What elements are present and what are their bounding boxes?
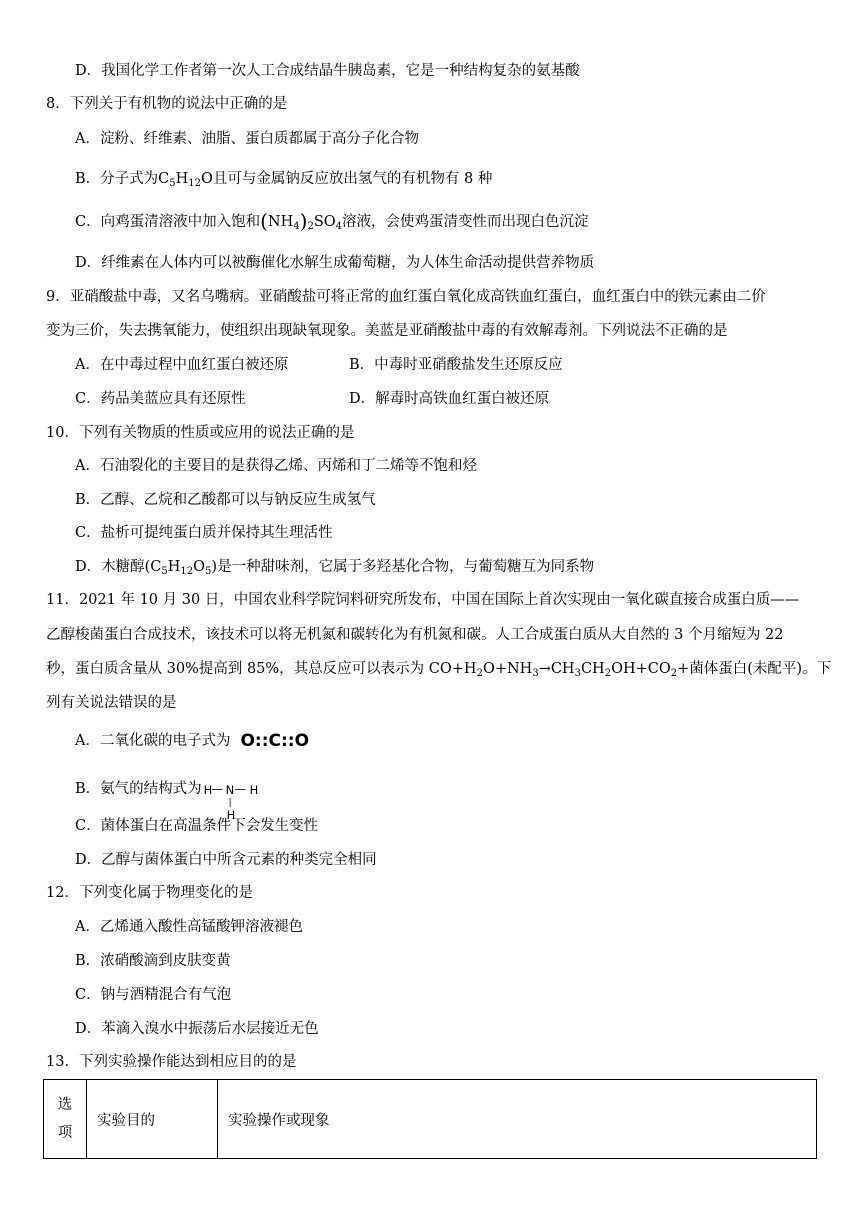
q11-stem-line4: 列有关说法错误的是 — [46, 695, 177, 711]
q8-stem: 8．下列关于有机物的说法中正确的是 — [46, 96, 288, 112]
q11-option-d: D．乙醇与菌体蛋白中所含元素的种类完全相同 — [75, 852, 377, 868]
q12-option-c: C．钠与酒精混合有气泡 — [75, 987, 232, 1003]
q10-option-c: C．盐析可提纯蛋白质并保持其生理活性 — [75, 525, 333, 541]
q11-stem-line2: 乙醇梭菌蛋白合成技术，该技术可以将无机氮和碳转化为有机氮和碳。人工合成蛋白质从大自然的 3 个月缩短为 22 — [46, 627, 784, 643]
nh3-structural-formula: H — N — H | H — [203, 782, 259, 822]
q8-b-post: 且可与金属钠反应放出氢气的有机物有 8 种 — [212, 171, 493, 187]
q12-option-d: D．苯滴入溴水中振荡后水层接近无色 — [75, 1021, 319, 1037]
header-purpose: 实验目的 — [87, 1080, 218, 1159]
q8-b-pre: B．分子式为 — [75, 171, 159, 187]
q12-stem: 12．下列变化属于物理变化的是 — [46, 885, 253, 901]
q10-stem: 10．下列有关物质的性质或应用的说法正确的是 — [46, 425, 355, 441]
q13-table — [43, 1079, 817, 1159]
q9-option-b: B．中毒时亚硝酸盐发生还原反应 — [349, 357, 563, 373]
q9-option-a: A．在中毒过程中血红蛋白被还原 — [75, 357, 289, 373]
q11-option-a: A．二氧化碳的电子式为 O::C::O — [75, 731, 310, 751]
q8-option-b — [75, 169, 492, 189]
q10-option-b: B．乙醇、乙烷和乙酸都可以与钠反应生成氢气 — [75, 492, 376, 508]
q8-option-c: C．向鸡蛋清溶液中加入饱和$(NH_4)_2SO_4$溶液，会使鸡蛋清变性而出现白色沉淀 — [75, 209, 589, 233]
q9-stem-line1: 9．亚硝酸盐中毒，又名乌嘴病。亚硝酸盐可将正常的血红蛋白氧化成高铁血红蛋白，血红蛋白中的铁元素由二价 — [46, 289, 766, 305]
q8-b-formula: $C_5H_{12}O$ — [158, 171, 213, 189]
q11-option-c: C．菌体蛋白在高温条件下会发生变性 — [75, 818, 319, 834]
q10-option-d: D．木糖醇$(C_5H_{12}O_5)$是一种甜味剂，它属于多羟基化合物，与葡萄糖互为同系物 — [75, 559, 595, 577]
q8-option-d: D．纤维素在人体内可以被酶催化水解生成葡萄糖，为人体生命活动提供营养物质 — [75, 255, 595, 271]
q11-option-b: B．氨气的结构式为 H — N — H | H — [75, 768, 268, 810]
table-header-row — [44, 1080, 817, 1159]
co2-electron-formula: O::C::O — [240, 731, 310, 751]
q9-stem-line2: 变为三价，失去携氧能力，使组织出现缺氧现象。美蓝是亚硝酸盐中毒的有效解毒剂。下列说法不正确的是 — [46, 323, 728, 339]
q9-option-d: D．解毒时高铁血红蛋白被还原 — [349, 391, 550, 407]
q12-option-a: A．乙烯通入酸性高锰酸钾溶液褪色 — [75, 919, 303, 935]
q9-option-c: C．药品美蓝应具有还原性 — [75, 391, 246, 407]
q10-option-a: A．石油裂化的主要目的是获得乙烯、丙烯和丁二烯等不饱和烃 — [75, 458, 477, 474]
q11-stem-line3: 秒，蛋白质含量从 30%提高到 85%，其总反应可以表示为 $CO+H_2O+NH_3\to CH_3CH_2OH+CO_2+$菌体蛋白(未配平)。下 — [46, 661, 832, 679]
q12-option-b: B．浓硝酸滴到皮肤变黄 — [75, 953, 231, 969]
q11-stem-line1: 11．2021 年 10 月 30 日，中国农业科学院饲料研究所发布，中国在国际上首次实现由一氧化碳直接合成蛋白质—— — [46, 592, 800, 608]
header-option: 选 项 — [44, 1080, 87, 1159]
q8-option-a: A．淀粉、纤维素、油脂、蛋白质都属于高分子化合物 — [75, 131, 419, 147]
q8-c-formula: $(NH_4)_2SO_4$ — [260, 209, 343, 233]
q13-stem: 13．下列实验操作能达到相应目的的是 — [46, 1054, 297, 1070]
header-operation: 实验操作或现象 — [218, 1080, 817, 1159]
q7-option-d: D．我国化学工作者第一次人工合成结晶牛胰岛素，它是一种结构复杂的氨基酸 — [75, 63, 580, 79]
